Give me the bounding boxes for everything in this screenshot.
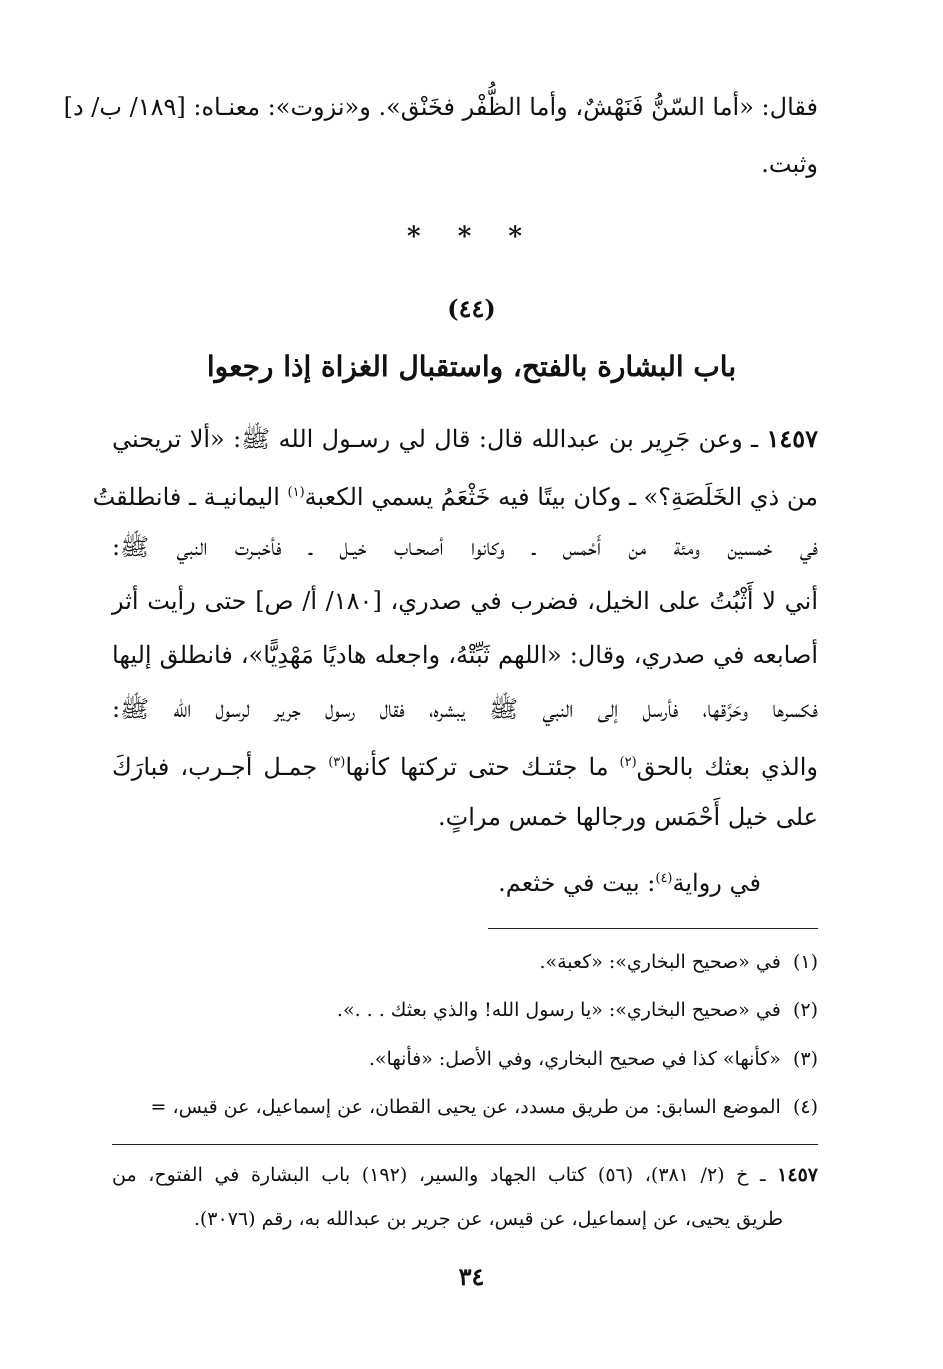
footnote-4-text: الموضع السابق: من طريق مسدد، عن يحيى القطان، عن إسماعيل، عن قيس، = — [150, 1096, 781, 1118]
footnote-2-text: في «صحيح البخاري»: «يا رسول الله! والذي بعثك . . .». — [336, 999, 781, 1021]
footnote-1 — [112, 948, 818, 976]
chapter-title: باب البشارة بالفتح، واستقبال الغزاة إذا رجعوا — [206, 350, 737, 383]
footnote-2 — [112, 996, 818, 1024]
source-separator — [112, 1144, 818, 1145]
footnote-3-number: (٣) — [792, 1048, 818, 1070]
hadith-line-7-text-a: والذي بعثك بالحق — [636, 753, 819, 781]
footnote-mark-3[interactable]: (٣) — [328, 755, 346, 770]
hadith-line-6: فكسرها وحَرَّقها، فأرسل إلى النبي ﷺ يبشره، فقال رسول جرير لرسول الله ﷺ: — [112, 695, 818, 723]
riwaya-line — [112, 862, 761, 900]
hadith-line-4: أني لا أَثْبُتُ على الخيل، فضرب في صدري، [١٨٠/ أ/ ص] حتى رأيت أثر — [112, 587, 818, 615]
footnote-2-number: (٢) — [792, 999, 818, 1021]
footnote-3 — [112, 1045, 818, 1073]
hadith-line-5: أصابعه في صدري، وقال: «اللهم ثَبِّتْهُ، واجعله هاديًا مَهْدِيًّا»، فانطلق إليها — [112, 641, 818, 669]
footnote-mark-2[interactable]: (٢) — [619, 755, 637, 770]
footnote-mark-4[interactable]: (٤) — [655, 871, 673, 886]
footnote-1-number: (١) — [792, 951, 818, 973]
hadith-line-7-text-b: ما جئتـك حتى تركتها كأنها — [345, 753, 620, 781]
section-ornament: * * * — [407, 222, 536, 252]
footnote-1-text: في «صحيح البخاري»: «كعبة». — [539, 951, 781, 973]
hadith-line-7 — [112, 746, 818, 784]
source-note-line-1-text: ـ خ (٢/ ٣٨١)، (٥٦) كتاب الجهاد والسير، (١٩٢) باب البشارة في الفتوح، من — [112, 1164, 778, 1186]
source-note-number: ١٤٥٧ — [777, 1164, 818, 1186]
hadith-line-2-text-end: اليمانيـة ـ فانطلقتُ — [92, 483, 288, 511]
hadith-line-2 — [92, 476, 818, 514]
chapter-number: (٤٤) — [447, 294, 496, 323]
hadith-line-3: في خمسين ومئة من أَحْمس ـ وكانوا أصحـاب خيـل ـ فأخبـرت النبي ﷺ: — [112, 533, 818, 561]
hadith-line-2-text: من ذي الخَلَصَةِ؟» ـ وكان بيتًا فيه خَثْعَمُ يسمي الكعبة — [304, 483, 818, 511]
footnote-3-text: «كأنها» كذا في صحيح البخاري، وفي الأصل: «فأنها». — [368, 1048, 781, 1070]
source-note-line-1 — [112, 1160, 818, 1190]
top-paragraph-line-2: وثبت. — [761, 150, 818, 178]
page-number: ٣٤ — [458, 1262, 485, 1291]
footnote-4-number: (٤) — [792, 1096, 818, 1118]
hadith-line-1-text: ـ وعن جَرِير بن عبدالله قال: قال لي رسـول الله ﷺ: «ألا تريحني — [112, 425, 767, 453]
hadith-line-7-text-c: جمـل أجـرب، فبارَكَ — [112, 753, 329, 781]
footnote-mark-1[interactable]: (١) — [287, 485, 305, 500]
riwaya-text-end: : بيت في خثعم. — [498, 869, 656, 897]
footnote-separator — [488, 928, 818, 929]
footnote-4 — [112, 1093, 818, 1121]
hadith-line-8: على خيل أَحْمَس ورجالها خمس مراتٍ. — [438, 803, 818, 831]
hadith-line-1 — [112, 422, 818, 456]
source-note-line-2: طريق يحيى، عن إسماعيل، عن قيس، عن جرير بن عبدالله به، رقم (٣٠٧٦). — [193, 1208, 783, 1230]
hadith-number: ١٤٥٧ — [766, 424, 818, 453]
riwaya-text: في رواية — [672, 869, 761, 897]
top-paragraph-line-1: فقال: «أما السّنُّ فَنَهْشٌ، وأما الظُّفْر فخَنْق». و«نزوت»: معنـاه: [١٨٩/ ب/ د] — [63, 93, 818, 121]
